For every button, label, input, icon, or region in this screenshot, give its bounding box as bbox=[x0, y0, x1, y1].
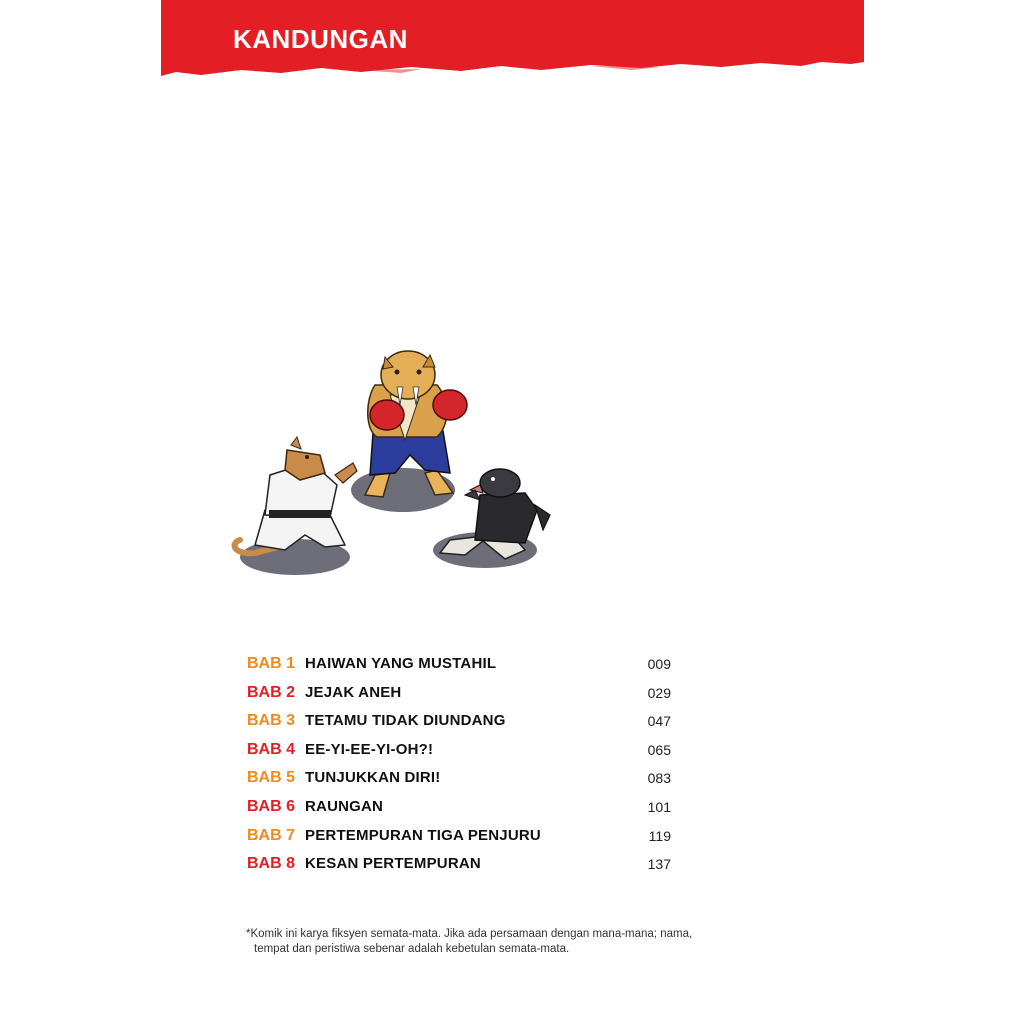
chapter-title: HAIWAN YANG MUSTAHIL bbox=[305, 655, 497, 672]
toc-row[interactable] bbox=[247, 709, 677, 738]
disclaimer-line-2: tempat dan peristiwa sebenar adalah kebetulan semata-mata. bbox=[254, 943, 570, 955]
chapter-title: KESAN PERTEMPURAN bbox=[305, 855, 481, 873]
chapter-page: 065 bbox=[647, 741, 671, 758]
table-of-contents bbox=[247, 652, 677, 881]
toc-row[interactable] bbox=[247, 766, 677, 795]
chapter-number: BAB 2 bbox=[247, 683, 296, 701]
disclaimer-line-1: *Komik ini karya fiksyen semata-mata. Jika ada persamaan dengan mana-mana; nama, bbox=[246, 928, 693, 940]
chapter-page: 029 bbox=[647, 684, 671, 701]
chapter-number: BAB 5 bbox=[247, 769, 296, 787]
three-animal-fighters-illustration bbox=[225, 345, 560, 585]
chapter-page: 047 bbox=[647, 713, 671, 730]
toc-row[interactable] bbox=[247, 824, 677, 853]
chapter-title: RAUNGAN bbox=[305, 797, 384, 815]
chapter-number: BAB 7 bbox=[247, 826, 296, 844]
left-karate-fighter bbox=[235, 437, 357, 553]
chapter-number: BAB 3 bbox=[247, 712, 296, 730]
toc-row[interactable] bbox=[247, 681, 677, 710]
toc-row[interactable] bbox=[247, 852, 677, 881]
chapter-number: BAB 1 bbox=[247, 655, 296, 672]
chapter-page: 119 bbox=[648, 827, 671, 844]
page-title: KANDUNGAN bbox=[233, 24, 408, 54]
chapter-title: PERTEMPURAN TIGA PENJURU bbox=[305, 826, 541, 844]
chapter-number: BAB 8 bbox=[247, 855, 296, 873]
chapter-title: TETAMU TIDAK DIUNDANG bbox=[305, 712, 506, 730]
chapter-number: BAB 4 bbox=[247, 740, 296, 758]
boxing-glove-left bbox=[370, 400, 404, 430]
chapter-page: 101 bbox=[647, 798, 671, 815]
toc-row[interactable] bbox=[247, 738, 677, 767]
disclaimer-note bbox=[246, 927, 806, 957]
chapter-number: BAB 6 bbox=[247, 797, 296, 815]
boxing-glove-right bbox=[433, 390, 467, 420]
chapter-page: 083 bbox=[647, 770, 671, 787]
chapter-page: 137 bbox=[647, 856, 671, 873]
chapter-title: JEJAK ANEH bbox=[305, 683, 402, 701]
chapter-title: TUNJUKKAN DIRI! bbox=[305, 769, 441, 787]
toc-row[interactable] bbox=[247, 652, 677, 681]
chapter-page: 009 bbox=[647, 656, 671, 672]
toc-row[interactable] bbox=[247, 795, 677, 824]
chapter-title: EE-YI-EE-YI-OH?! bbox=[305, 740, 434, 758]
